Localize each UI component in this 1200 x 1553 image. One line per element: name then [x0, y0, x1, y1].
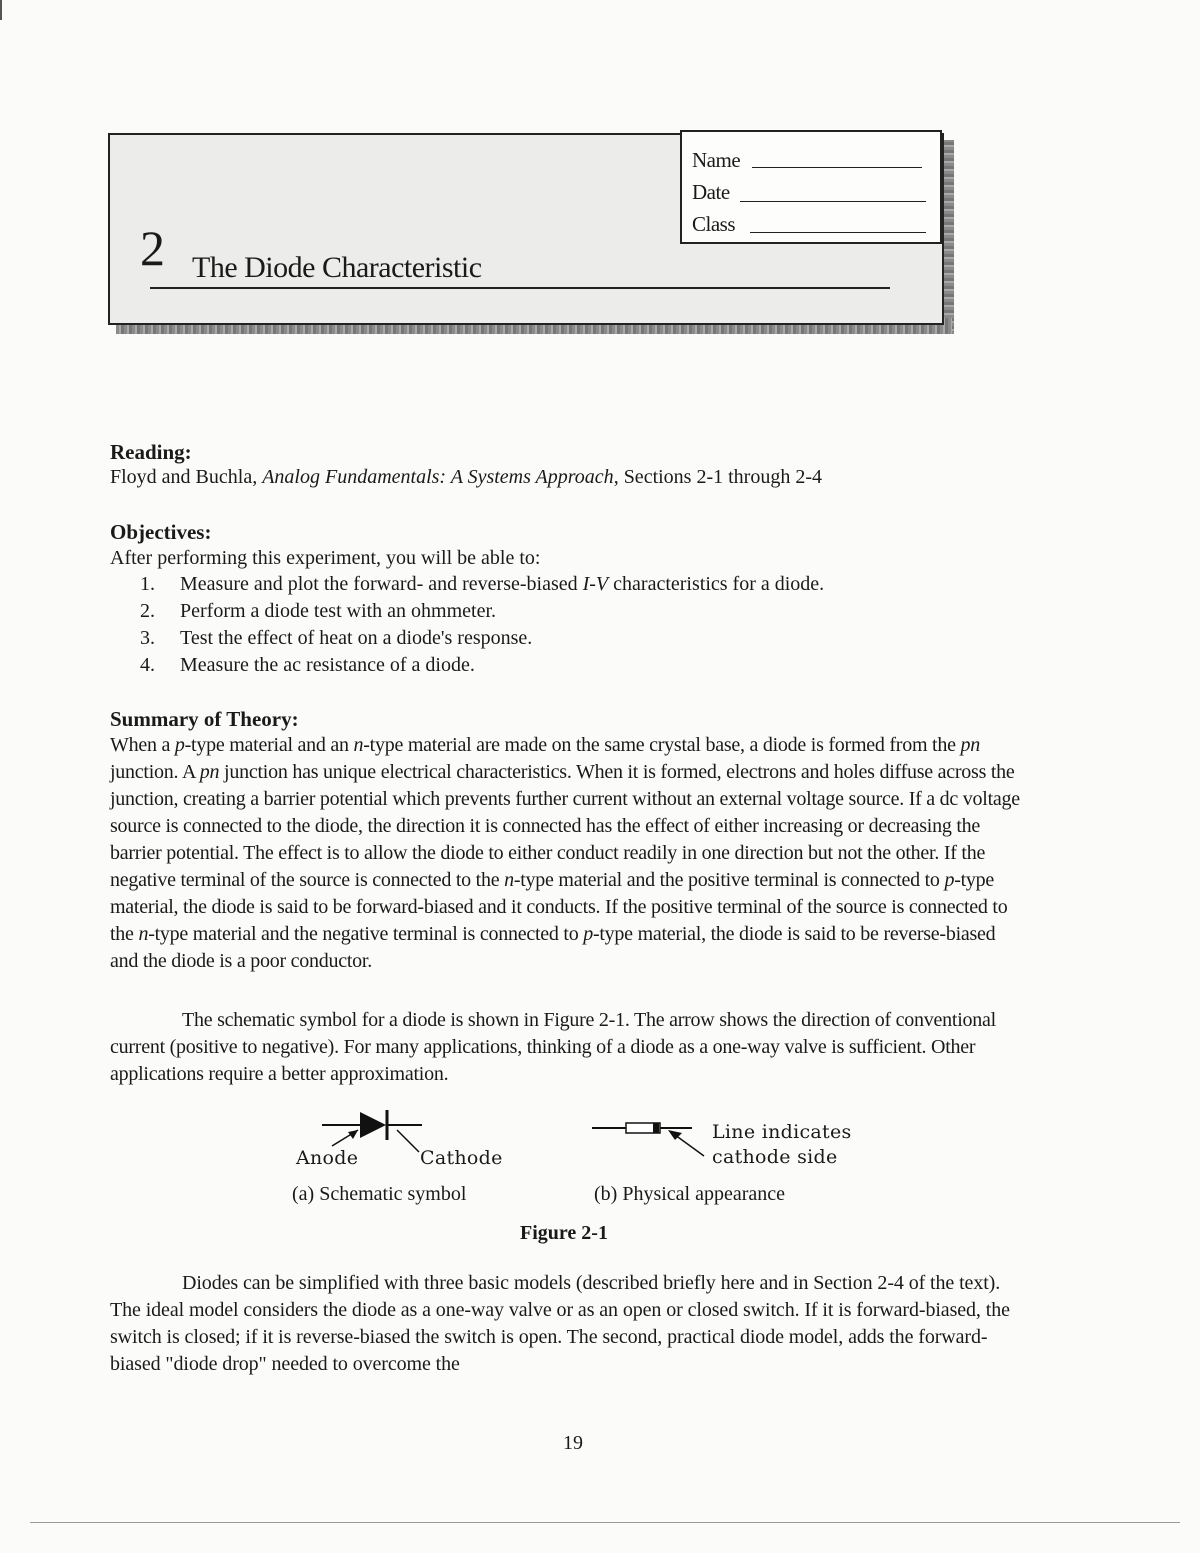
date-field[interactable]: [740, 201, 926, 202]
cathode-label: Cathode: [420, 1147, 503, 1169]
models-paragraph: Diodes can be simplified with three basic models (described briefly here and in Section 2-4 of the text). The ideal model considers the diode as a one-way valve or as an open or closed switch. If it is forward-biased, the switch is closed; if it is reverse-biased the switch is open. The second, practical diode model, adds the forward-biased "diode drop" needed to overcome the: [110, 1272, 1010, 1375]
theory-heading: Summary of Theory:: [110, 707, 299, 731]
name-field[interactable]: [752, 167, 922, 168]
reading-citation: [110, 464, 1010, 491]
theory-paragraph-1: When a p-type material and an n-type material are made on the same crystal base, a diode is formed from the pn junction. A pn junction has unique electrical characteristics. When it is formed, electrons and holes diffuse across the junction, creating a barrier potential which prevents further current without an external voltage source. If a dc voltage source is connected to the diode, the direction it is connected has the effect of either increasing or decreasing the barrier potential. The effect is to allow the diode to either conduct readily in one direction but not the other. If the negative terminal of the source is connected to the n-type material and the positive terminal is connected to p-type material, the diode is said to be forward-biased and it conducts. If the positive terminal of the source is connected to the n-type material and the negative terminal is connected to p-type material, the diode is said to be reverse-biased and the diode is a poor conductor.: [110, 734, 1020, 972]
caption-a: (a) Schematic symbol: [292, 1183, 467, 1205]
bottom-rule: [30, 1522, 1180, 1523]
objectives-list: [140, 571, 824, 679]
class-label: Class: [692, 212, 736, 236]
diode-physical-appearance: [592, 1123, 704, 1156]
scan-mark: [0, 0, 2, 20]
caption-b: (b) Physical appearance: [594, 1183, 786, 1205]
objectives-heading: Objectives:: [110, 520, 212, 544]
line-indicates-label: Line indicates: [712, 1121, 852, 1143]
reading-authors: Floyd and Buchla,: [110, 466, 263, 488]
reading-sections: , Sections 2-1 through 2-4: [613, 466, 822, 488]
chapter-number: 2: [140, 220, 165, 276]
list-item: 3. Test the effect of heat on a diode's response.: [140, 627, 533, 649]
anode-label: Anode: [296, 1147, 359, 1169]
title-underline: [150, 287, 890, 289]
chapter-title: The Diode Characteristic: [192, 251, 482, 284]
name-label: Name: [692, 148, 741, 172]
objectives-intro: After performing this experiment, you will be able to:: [110, 547, 541, 569]
cathode-side-label: cathode side: [712, 1146, 838, 1168]
list-item: 1. Measure and plot the forward- and reverse-biased I-V characteristics for a diode.: [140, 573, 825, 595]
page-number: 19: [563, 1432, 583, 1454]
figure-title: Figure 2-1: [520, 1222, 608, 1244]
list-item: 4. Measure the ac resistance of a diode.: [140, 654, 475, 676]
class-field[interactable]: [750, 232, 926, 233]
list-item: 2. Perform a diode test with an ohmmeter.: [140, 600, 497, 622]
theory-paragraph-2: The schematic symbol for a diode is shown in Figure 2-1. The arrow shows the direction of conventional current (positive to negative). For many applications, thinking of a diode as a one-way valve is sufficient. Other applications require a better approximation.: [110, 1009, 996, 1085]
reading-book: Analog Fundamentals: A Systems Approach: [262, 466, 614, 488]
date-label: Date: [692, 180, 730, 204]
reading-heading: Reading:: [110, 440, 192, 464]
